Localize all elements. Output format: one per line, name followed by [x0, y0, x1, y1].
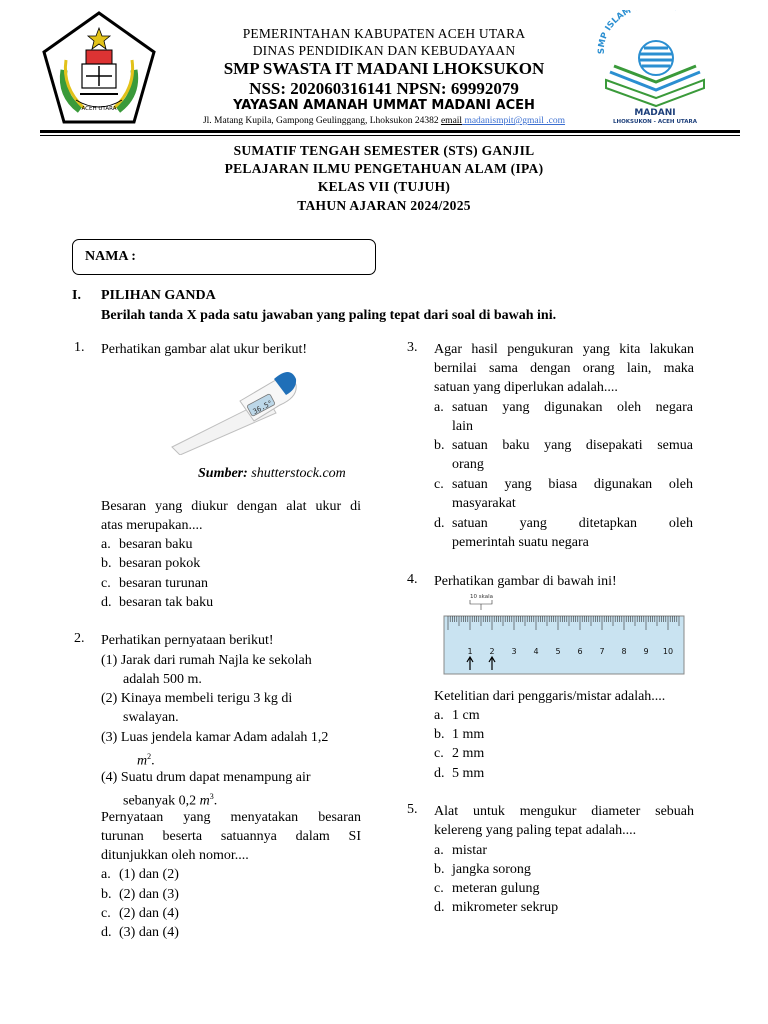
q2-statement-3-cont: $m^2$.	[137, 752, 155, 769]
logo-place: LHOKSUKON - ACEH UTARA	[613, 119, 697, 125]
thermometer-image	[150, 365, 360, 455]
q5-line2: kelereng yang paling tepat adalah....	[434, 823, 637, 838]
q5-line1: Alat untuk mengukur diameter sebuah	[434, 804, 694, 819]
header-address	[150, 116, 618, 126]
q2-text: Perhatikan pernyataan berikut!	[101, 633, 274, 648]
q4-text: Perhatikan gambar di bawah ini!	[434, 574, 617, 589]
q4-option-b[interactable]: b. 1 mm	[434, 727, 485, 742]
ruler-number: 2	[489, 647, 495, 656]
exam-class: KELAS VII (TUJUH)	[317, 179, 451, 194]
q5-option-d[interactable]: d. mikrometer sekrup	[434, 900, 559, 915]
q3-option-a-cont: lain	[452, 419, 473, 434]
header-school-name: SMP SWASTA IT MADANI LHOKSUKON	[223, 59, 545, 78]
q2-option-b[interactable]: b. (2) dan (3)	[101, 887, 179, 902]
exam-year: TAHUN AJARAN 2024/2025	[297, 198, 471, 213]
q3-option-b[interactable]: b. satuan baku yang disepakati semua	[434, 438, 693, 453]
q2-stem-line1: Pernyataan yang menyatakan besaran	[101, 810, 361, 825]
q2-stem-line2: turunan beserta satuannya dalam SI	[101, 829, 361, 844]
q3-number: 3.	[407, 340, 418, 355]
q3-option-b-cont: orang	[452, 457, 484, 472]
q5-number: 5.	[407, 802, 418, 817]
q2-statement-4: (4) Suatu drum dapat menampung air	[101, 770, 311, 785]
ruler-number: 5	[555, 647, 561, 656]
name-field[interactable]	[72, 239, 376, 275]
q3-option-c-cont: masyarakat	[452, 496, 516, 511]
ruler-number: 10	[662, 647, 674, 656]
ruler-number: 4	[533, 647, 539, 656]
q2-number: 2.	[74, 631, 85, 646]
q3-option-d[interactable]: d. satuan yang ditetapkan oleh	[434, 516, 693, 531]
ruler-number: 1	[467, 647, 473, 656]
header-nss: NSS: 202060316141 NPSN: 69992079	[249, 79, 519, 98]
header-department: DINAS PENDIDIKAN DAN KEBUDAYAAN	[252, 43, 516, 58]
q1-source-value: shutterstock.com	[247, 466, 346, 481]
name-label: NAMA :	[85, 249, 136, 264]
q3-line2: bernilai sama dengan orang lain, maka	[434, 361, 694, 376]
q3-option-a[interactable]: a. satuan yang digunakan oleh negara	[434, 400, 693, 415]
ruler-number: 6	[577, 647, 583, 656]
q1-option-b[interactable]: b. besaran pokok	[101, 556, 201, 571]
q3-line3: satuan yang diperlukan adalah....	[434, 380, 618, 395]
header-foundation: YAYASAN AMANAH UMMAT MADANI ACEH	[233, 98, 535, 113]
q2-option-a[interactable]: a. (1) dan (2)	[101, 867, 179, 882]
q1-option-c[interactable]: c. besaran turunan	[101, 576, 209, 591]
q2-statement-1: (1) Jarak dari rumah Najla ke sekolah	[101, 653, 312, 668]
logo-arc-text: SMP ISLAM	[596, 10, 634, 55]
q4-option-d[interactable]: d. 5 mm	[434, 766, 485, 781]
q5-option-c[interactable]: c. meteran gulung	[434, 881, 540, 896]
q1-stem-line2: atas merupakan....	[101, 518, 203, 533]
q1-source	[198, 464, 346, 484]
q2-stem-line3: ditunjukkan oleh nomor....	[101, 848, 249, 863]
q3-option-d-cont: pemerintah suatu negara	[452, 535, 589, 550]
q1-source-label: Sumber:	[198, 466, 248, 481]
q3-line1: Agar hasil pengukuran yang kita lakukan	[434, 342, 694, 357]
q5-option-a[interactable]: a. mistar	[434, 843, 487, 858]
logo-school-name: MADANI	[634, 108, 676, 118]
address-text: Jl. Matang Kupila, Gampong Geulinggang, Lhoksukon 24382	[202, 116, 439, 126]
q2-option-d[interactable]: d. (3) dan (4)	[101, 925, 179, 940]
left-logo-label: ACEH UTARA	[81, 106, 117, 112]
section-instruction: Berilah tanda X pada satu jawaban yang paling tepat dari soal di bawah ini.	[101, 308, 557, 323]
q2-statement-1-cont: adalah 500 m.	[123, 672, 202, 687]
exam-title: SUMATIF TENGAH SEMESTER (STS) GANJIL	[233, 143, 535, 158]
email-link[interactable]: madanismpit@gmail .com	[462, 116, 566, 126]
ruler-body	[444, 616, 684, 674]
q4-option-c[interactable]: c. 2 mm	[434, 746, 485, 761]
email-label: email	[440, 116, 463, 126]
header-rule-thin	[40, 135, 740, 136]
q2-option-c[interactable]: c. (2) dan (4)	[101, 906, 179, 921]
q1-option-d[interactable]: d. besaran tak baku	[101, 595, 214, 610]
q3-option-c[interactable]: c. satuan yang biasa digunakan oleh	[434, 477, 693, 492]
q1-number: 1.	[74, 340, 85, 355]
q1-stem-line1: Besaran yang diukur dengan alat ukur di	[101, 499, 361, 514]
header-government: PEMERINTAHAN KABUPATEN ACEH UTARA	[242, 26, 526, 41]
q1-option-a[interactable]: a. besaran baku	[101, 537, 193, 552]
ruler-number: 7	[599, 647, 605, 656]
ruler-image	[440, 590, 688, 678]
thermometer-display: 36.5°	[251, 398, 275, 416]
section-title: PILIHAN GANDA	[101, 288, 216, 303]
ruler-number: 3	[511, 647, 517, 656]
q2-statement-2-cont: swalayan.	[123, 710, 179, 725]
q1-text: Perhatikan gambar alat ukur berikut!	[101, 342, 308, 357]
q4-option-a[interactable]: a. 1 cm	[434, 708, 480, 723]
ruler-scale-label: 10 skala	[470, 594, 493, 600]
q5-option-b[interactable]: b. jangka sorong	[434, 862, 531, 877]
q2-statement-3: (3) Luas jendela kamar Adam adalah 1,2	[101, 730, 329, 745]
exam-subject: PELAJARAN ILMU PENGETAHUAN ALAM (IPA)	[224, 161, 544, 176]
ruler-number: 9	[643, 647, 649, 656]
header-rule-thick	[40, 130, 740, 133]
section-number: I.	[72, 288, 81, 303]
ruler-number: 8	[621, 647, 627, 656]
q4-number: 4.	[407, 572, 418, 587]
q2-statement-2: (2) Kinaya membeli terigu 3 kg di	[101, 691, 293, 706]
q4-stem: Ketelitian dari penggaris/mistar adalah....	[434, 689, 666, 704]
q2-statement-4-cont: sebanyak 0,2 $m^3$.	[123, 792, 218, 809]
